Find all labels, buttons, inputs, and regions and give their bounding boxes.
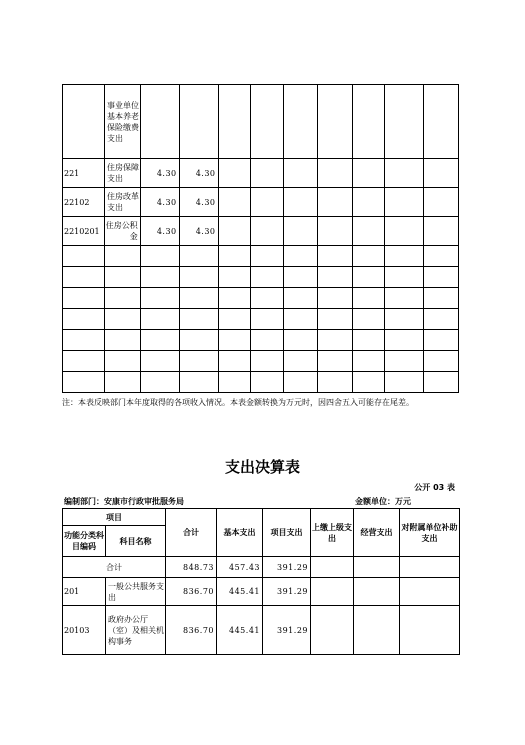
table-row	[63, 578, 460, 606]
amount-cell: 391.29	[263, 557, 311, 578]
item-code: 201	[63, 578, 106, 606]
item-name: 住房改革支出	[104, 188, 140, 217]
table-row	[63, 351, 459, 372]
preparing-unit: 编制部门：安康市行政审批服务局	[64, 497, 184, 506]
item-code: 22102	[63, 188, 105, 217]
amount-cell: 848.73	[166, 557, 217, 578]
amount-cell: 4.30	[140, 188, 179, 217]
item-name: 住房公积金	[104, 217, 140, 246]
header-name: 科目名称	[106, 526, 166, 557]
item-name: 事业单位基本养老保险缴费支出	[104, 85, 140, 159]
item-code: 2210201	[63, 217, 105, 246]
amount-cell: 391.29	[263, 578, 311, 606]
header-upper: 上缴上级支出	[311, 509, 354, 557]
item-code: 20103	[63, 606, 106, 655]
expenditure-table	[62, 508, 460, 655]
header-total: 合计	[166, 509, 217, 557]
table-row	[63, 309, 459, 330]
table-row	[63, 246, 459, 267]
header-basic: 基本支出	[217, 509, 263, 557]
total-label: 合计	[63, 557, 166, 578]
total-row	[63, 557, 460, 578]
item-name: 政府办公厅（室）及相关机构事务	[106, 606, 166, 655]
amount-unit: 金额单位：万元	[355, 497, 411, 506]
table-row	[63, 159, 459, 188]
page-title: 支出决算表	[224, 458, 300, 476]
item-name: 一般公共服务支出	[106, 578, 166, 606]
amount-cell: 836.70	[166, 606, 217, 655]
amount-cell: 4.30	[179, 217, 218, 246]
amount-cell: 457.43	[217, 557, 263, 578]
table-row	[63, 267, 459, 288]
table-row	[63, 330, 459, 351]
item-code: 221	[63, 159, 105, 188]
header-code: 功能分类科目编码	[63, 526, 106, 557]
header-business: 经营支出	[354, 509, 400, 557]
header-item: 项目	[63, 509, 166, 526]
table-row	[63, 85, 459, 159]
table-note: 注：本表反映部门本年度取得的各项收入情况。本表金额转换为万元时，因四舍五入可能存在尾差。	[62, 398, 414, 407]
header-project: 项目支出	[263, 509, 311, 557]
item-name: 住房保障支出	[104, 159, 140, 188]
amount-cell: 445.41	[217, 578, 263, 606]
header-row	[63, 509, 460, 526]
income-table	[62, 84, 459, 393]
table-row	[63, 188, 459, 217]
amount-cell: 391.29	[263, 606, 311, 655]
amount-cell: 4.30	[179, 188, 218, 217]
amount-cell: 4.30	[140, 159, 179, 188]
form-number: 公开 03 表	[414, 483, 455, 492]
amount-cell: 4.30	[179, 159, 218, 188]
table-row	[63, 288, 459, 309]
table-row	[63, 606, 460, 655]
table-row	[63, 217, 459, 246]
header-subsidy: 对附属单位补助支出	[400, 509, 460, 557]
amount-cell: 836.70	[166, 578, 217, 606]
table-row	[63, 372, 459, 393]
amount-cell: 4.30	[140, 217, 179, 246]
amount-cell: 445.41	[217, 606, 263, 655]
